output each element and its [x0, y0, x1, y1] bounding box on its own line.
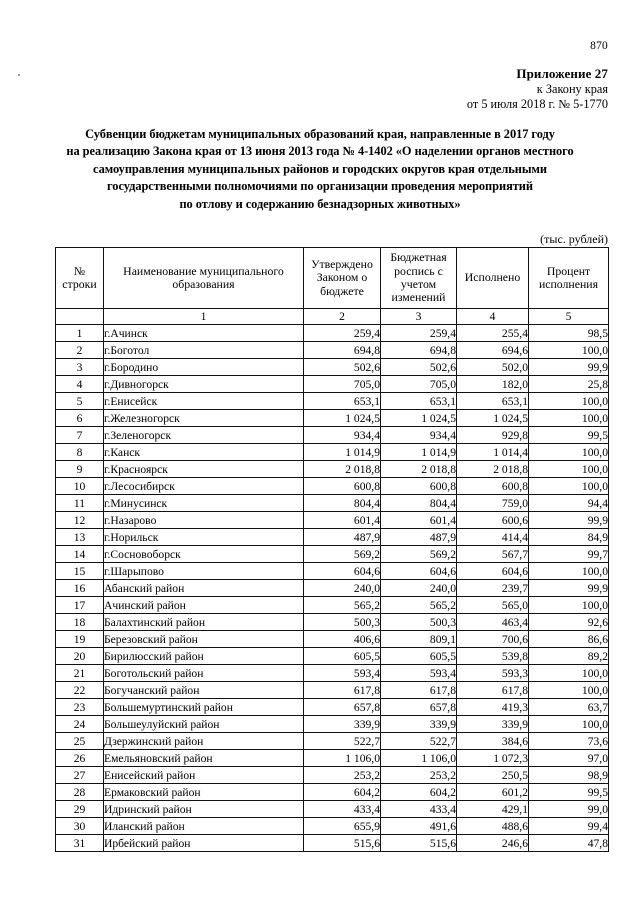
cell-municipality-name: г.Ачинск [104, 325, 304, 342]
cell-approved-amount: 259,4 [304, 325, 381, 342]
cell-percent-executed: 92,6 [529, 614, 609, 631]
cell-percent-executed: 94,4 [529, 495, 609, 512]
cell-revised-amount: 605,5 [381, 648, 457, 665]
cell-executed-amount: 339,9 [457, 716, 529, 733]
title-line-2: на реализацию Закона края от 13 июня 2013 года № 4-1402 «О наделении органов местного [66, 144, 574, 159]
cell-percent-executed: 47,8 [529, 835, 609, 852]
col-header-percent-l2: исполнения [538, 277, 599, 291]
cell-executed-amount: 565,0 [457, 597, 529, 614]
cell-percent-executed: 89,2 [529, 648, 609, 665]
cell-approved-amount: 2 018,8 [304, 461, 381, 478]
cell-municipality-name: г.Красноярск [104, 461, 304, 478]
cell-approved-amount: 522,7 [304, 733, 381, 750]
cell-municipality-name: Балахтинский район [104, 614, 304, 631]
col-header-revised-l3: учетом [400, 277, 437, 291]
cell-executed-amount: 488,6 [457, 818, 529, 835]
appendix-title: Приложение 27 [516, 66, 608, 81]
table-row [56, 631, 609, 648]
cell-row-number: 12 [56, 512, 104, 529]
cell-municipality-name: г.Шарыпово [104, 563, 304, 580]
cell-revised-amount: 653,1 [381, 393, 457, 410]
cell-municipality-name: г.Норильск [104, 529, 304, 546]
cell-row-number: 20 [56, 648, 104, 665]
cell-row-number: 2 [56, 342, 104, 359]
cell-executed-amount: 617,8 [457, 682, 529, 699]
cell-municipality-name: г.Зеленогорск [104, 427, 304, 444]
cell-revised-amount: 487,9 [381, 529, 457, 546]
table-row [56, 546, 609, 563]
cell-municipality-name: г.Лесосибирск [104, 478, 304, 495]
cell-row-number: 28 [56, 784, 104, 801]
cell-revised-amount: 601,4 [381, 512, 457, 529]
cell-approved-amount: 1 014,9 [304, 444, 381, 461]
cell-row-number: 31 [56, 835, 104, 852]
cell-approved-amount: 617,8 [304, 682, 381, 699]
cell-municipality-name: Иланский район [104, 818, 304, 835]
cell-approved-amount: 804,4 [304, 495, 381, 512]
cell-municipality-name: г.Енисейск [104, 393, 304, 410]
cell-municipality-name: Абанский район [104, 580, 304, 597]
cell-municipality-name: Богучанский район [104, 682, 304, 699]
table-row [56, 767, 609, 784]
cell-approved-amount: 500,3 [304, 614, 381, 631]
cell-row-number: 19 [56, 631, 104, 648]
cell-revised-amount: 604,6 [381, 563, 457, 580]
title-line-4: государственными полномочиями по организации проведения мероприятий [107, 179, 533, 194]
cell-percent-executed: 99,9 [529, 359, 609, 376]
cell-municipality-name: г.Боготол [104, 342, 304, 359]
cell-approved-amount: 600,8 [304, 478, 381, 495]
table-row [56, 699, 609, 716]
subventions-table-container [55, 247, 608, 852]
cell-approved-amount: 601,4 [304, 512, 381, 529]
cell-approved-amount: 487,9 [304, 529, 381, 546]
cell-approved-amount: 433,4 [304, 801, 381, 818]
cell-row-number: 27 [56, 767, 104, 784]
table-header [56, 248, 609, 325]
cell-percent-executed: 63,7 [529, 699, 609, 716]
col-header-approved-l3: бюджете [320, 283, 364, 298]
cell-executed-amount: 604,6 [457, 563, 529, 580]
table-row [56, 427, 609, 444]
cell-approved-amount: 515,6 [304, 835, 381, 852]
cell-approved-amount: 1 106,0 [304, 750, 381, 767]
cell-percent-executed: 100,0 [529, 682, 609, 699]
cell-revised-amount: 259,4 [381, 325, 457, 342]
table-row [56, 648, 609, 665]
col-header-municipality-l1: Наименование муниципального [123, 263, 284, 278]
table-row [56, 495, 609, 512]
cell-row-number: 16 [56, 580, 104, 597]
table-row [56, 835, 609, 852]
cell-row-number: 14 [56, 546, 104, 563]
cell-executed-amount: 601,2 [457, 784, 529, 801]
cell-row-number: 23 [56, 699, 104, 716]
cell-revised-amount: 705,0 [381, 376, 457, 393]
cell-percent-executed: 99,5 [529, 427, 609, 444]
cell-municipality-name: Боготольский район [104, 665, 304, 682]
cell-approved-amount: 604,6 [304, 563, 381, 580]
cell-municipality-name: Идринский район [104, 801, 304, 818]
cell-executed-amount: 1 014,4 [457, 444, 529, 461]
cell-percent-executed: 100,0 [529, 597, 609, 614]
column-number-4: 4 [457, 309, 529, 325]
cell-percent-executed: 98,5 [529, 325, 609, 342]
col-header-row-number [56, 248, 104, 309]
cell-approved-amount: 604,2 [304, 784, 381, 801]
cell-row-number: 15 [56, 563, 104, 580]
cell-approved-amount: 694,8 [304, 342, 381, 359]
cell-row-number: 17 [56, 597, 104, 614]
cell-executed-amount: 246,6 [457, 835, 529, 852]
cell-municipality-name: Ачинский район [104, 597, 304, 614]
col-header-municipality [104, 248, 304, 309]
column-number-1: 1 [104, 309, 304, 325]
cell-municipality-name: Ирбейский район [104, 835, 304, 852]
cell-executed-amount: 700,6 [457, 631, 529, 648]
col-header-row-number-l1: № [73, 263, 86, 278]
cell-percent-executed: 99,9 [529, 512, 609, 529]
cell-executed-amount: 1 024,5 [457, 410, 529, 427]
cell-percent-executed: 84,9 [529, 529, 609, 546]
table-body [56, 325, 609, 852]
cell-approved-amount: 705,0 [304, 376, 381, 393]
appendix-date-line: от 5 июля 2018 г. № 5-1770 [466, 97, 608, 111]
cell-executed-amount: 600,8 [457, 478, 529, 495]
cell-row-number: 8 [56, 444, 104, 461]
table-row [56, 444, 609, 461]
cell-row-number: 9 [56, 461, 104, 478]
title-line-3: самоуправления муниципальных районов и городских округов края отдельными [93, 161, 547, 176]
col-header-revised-l2: роспись с [394, 263, 443, 278]
cell-approved-amount: 593,4 [304, 665, 381, 682]
cell-executed-amount: 463,4 [457, 614, 529, 631]
col-header-approved-l2: Законом о [316, 270, 368, 285]
col-header-approved [304, 248, 381, 309]
table-row [56, 529, 609, 546]
document-title [40, 126, 600, 213]
table-row [56, 716, 609, 733]
table-header-row [56, 248, 609, 309]
cell-municipality-name: Дзержинский район [104, 733, 304, 750]
table-row [56, 665, 609, 682]
cell-executed-amount: 600,6 [457, 512, 529, 529]
table-row [56, 512, 609, 529]
table-row [56, 733, 609, 750]
title-line-1: Субвенции бюджетам муниципальных образований края, направленные в 2017 году [85, 127, 555, 141]
cell-approved-amount: 605,5 [304, 648, 381, 665]
cell-executed-amount: 929,8 [457, 427, 529, 444]
cell-municipality-name: Ермаковский район [104, 784, 304, 801]
cell-executed-amount: 419,3 [457, 699, 529, 716]
cell-row-number: 5 [56, 393, 104, 410]
table-row [56, 461, 609, 478]
cell-executed-amount: 694,6 [457, 342, 529, 359]
cell-municipality-name: г.Дивногорск [104, 376, 304, 393]
cell-approved-amount: 339,9 [304, 716, 381, 733]
cell-approved-amount: 406,6 [304, 631, 381, 648]
table-row [56, 682, 609, 699]
cell-percent-executed: 100,0 [529, 342, 609, 359]
cell-row-number: 11 [56, 495, 104, 512]
table-row [56, 818, 609, 835]
page-number: 870 [590, 40, 608, 52]
cell-percent-executed: 99,9 [529, 580, 609, 597]
title-line-5: по отлову и содержанию безнадзорных животных» [179, 196, 461, 211]
cell-percent-executed: 86,6 [529, 631, 609, 648]
cell-row-number: 7 [56, 427, 104, 444]
cell-executed-amount: 384,6 [457, 733, 529, 750]
cell-percent-executed: 98,9 [529, 767, 609, 784]
cell-percent-executed: 100,0 [529, 461, 609, 478]
cell-approved-amount: 565,2 [304, 597, 381, 614]
cell-revised-amount: 657,8 [381, 699, 457, 716]
cell-revised-amount: 804,4 [381, 495, 457, 512]
cell-percent-executed: 25,8 [529, 376, 609, 393]
col-header-executed-l1: Исполнено [464, 270, 521, 285]
table-row [56, 580, 609, 597]
col-header-approved-l1: Утверждено [311, 256, 373, 271]
cell-executed-amount: 239,7 [457, 580, 529, 597]
table-row [56, 614, 609, 631]
cell-revised-amount: 1 024,5 [381, 410, 457, 427]
cell-executed-amount: 2 018,8 [457, 461, 529, 478]
cell-approved-amount: 653,1 [304, 393, 381, 410]
col-header-municipality-l2: образования [172, 277, 235, 291]
col-header-revised [381, 248, 457, 309]
cell-percent-executed: 73,6 [529, 733, 609, 750]
table-row [56, 410, 609, 427]
cell-executed-amount: 653,1 [457, 393, 529, 410]
col-header-revised-l1: Бюджетная [390, 250, 447, 265]
table-row [56, 342, 609, 359]
cell-approved-amount: 657,8 [304, 699, 381, 716]
cell-revised-amount: 515,6 [381, 835, 457, 852]
cell-percent-executed: 99,4 [529, 818, 609, 835]
cell-percent-executed: 99,7 [529, 546, 609, 563]
col-header-row-number-l2: строки [62, 277, 97, 291]
table-row [56, 393, 609, 410]
cell-revised-amount: 339,9 [381, 716, 457, 733]
cell-municipality-name: Енисейский район [104, 767, 304, 784]
table-row [56, 801, 609, 818]
cell-municipality-name: г.Железногорск [104, 410, 304, 427]
cell-municipality-name: Емельяновский район [104, 750, 304, 767]
cell-municipality-name: г.Бородино [104, 359, 304, 376]
cell-row-number: 1 [56, 325, 104, 342]
cell-executed-amount: 567,7 [457, 546, 529, 563]
appendix-law-line: к Закону края [536, 81, 608, 96]
cell-row-number: 10 [56, 478, 104, 495]
cell-executed-amount: 593,3 [457, 665, 529, 682]
cell-row-number: 25 [56, 733, 104, 750]
cell-municipality-name: г.Канск [104, 444, 304, 461]
column-number-2: 2 [304, 309, 381, 325]
cell-executed-amount: 1 072,3 [457, 750, 529, 767]
cell-percent-executed: 100,0 [529, 410, 609, 427]
cell-row-number: 29 [56, 801, 104, 818]
cell-municipality-name: г.Минусинск [104, 495, 304, 512]
column-number-5: 5 [529, 309, 609, 325]
cell-executed-amount: 255,4 [457, 325, 529, 342]
cell-row-number: 24 [56, 716, 104, 733]
units-caption: (тыс. рублей) [540, 232, 608, 246]
cell-revised-amount: 604,2 [381, 784, 457, 801]
cell-row-number: 3 [56, 359, 104, 376]
cell-revised-amount: 809,1 [381, 631, 457, 648]
table-row [56, 750, 609, 767]
cell-executed-amount: 182,0 [457, 376, 529, 393]
cell-revised-amount: 617,8 [381, 682, 457, 699]
cell-executed-amount: 250,5 [457, 767, 529, 784]
cell-approved-amount: 502,6 [304, 359, 381, 376]
document-reference-block [0, 66, 608, 113]
cell-approved-amount: 1 024,5 [304, 410, 381, 427]
table-row [56, 376, 609, 393]
cell-row-number: 4 [56, 376, 104, 393]
cell-executed-amount: 759,0 [457, 495, 529, 512]
cell-revised-amount: 491,6 [381, 818, 457, 835]
cell-executed-amount: 539,8 [457, 648, 529, 665]
col-header-percent-l1: Процент [546, 263, 591, 278]
table-row [56, 597, 609, 614]
cell-approved-amount: 569,2 [304, 546, 381, 563]
subventions-table [55, 247, 609, 852]
cell-revised-amount: 694,8 [381, 342, 457, 359]
cell-revised-amount: 1 014,9 [381, 444, 457, 461]
cell-approved-amount: 934,4 [304, 427, 381, 444]
cell-percent-executed: 100,0 [529, 716, 609, 733]
cell-row-number: 21 [56, 665, 104, 682]
col-header-revised-l4: изменений [391, 290, 446, 305]
column-number-0 [56, 309, 104, 325]
column-number-row [56, 309, 609, 325]
cell-row-number: 13 [56, 529, 104, 546]
cell-approved-amount: 655,9 [304, 818, 381, 835]
cell-revised-amount: 593,4 [381, 665, 457, 682]
cell-executed-amount: 502,0 [457, 359, 529, 376]
cell-approved-amount: 240,0 [304, 580, 381, 597]
cell-executed-amount: 414,4 [457, 529, 529, 546]
cell-revised-amount: 565,2 [381, 597, 457, 614]
cell-percent-executed: 99,5 [529, 784, 609, 801]
cell-revised-amount: 240,0 [381, 580, 457, 597]
cell-municipality-name: Бирилюсский район [104, 648, 304, 665]
table-row [56, 784, 609, 801]
cell-revised-amount: 253,2 [381, 767, 457, 784]
cell-approved-amount: 253,2 [304, 767, 381, 784]
cell-percent-executed: 100,0 [529, 478, 609, 495]
table-row [56, 478, 609, 495]
column-number-3: 3 [381, 309, 457, 325]
table-row [56, 359, 609, 376]
cell-percent-executed: 97,0 [529, 750, 609, 767]
cell-revised-amount: 522,7 [381, 733, 457, 750]
cell-row-number: 22 [56, 682, 104, 699]
cell-revised-amount: 569,2 [381, 546, 457, 563]
col-header-executed [457, 248, 529, 309]
cell-percent-executed: 99,0 [529, 801, 609, 818]
cell-percent-executed: 100,0 [529, 393, 609, 410]
cell-municipality-name: Большеулуйский район [104, 716, 304, 733]
cell-revised-amount: 934,4 [381, 427, 457, 444]
cell-revised-amount: 600,8 [381, 478, 457, 495]
cell-revised-amount: 1 106,0 [381, 750, 457, 767]
cell-row-number: 30 [56, 818, 104, 835]
cell-revised-amount: 2 018,8 [381, 461, 457, 478]
cell-row-number: 26 [56, 750, 104, 767]
cell-row-number: 6 [56, 410, 104, 427]
col-header-percent [529, 248, 609, 309]
cell-municipality-name: Березовский район [104, 631, 304, 648]
cell-percent-executed: 100,0 [529, 563, 609, 580]
cell-revised-amount: 500,3 [381, 614, 457, 631]
cell-row-number: 18 [56, 614, 104, 631]
cell-municipality-name: Большемуртинский район [104, 699, 304, 716]
cell-revised-amount: 433,4 [381, 801, 457, 818]
table-row [56, 325, 609, 342]
cell-municipality-name: г.Сосновоборск [104, 546, 304, 563]
cell-percent-executed: 100,0 [529, 444, 609, 461]
cell-municipality-name: г.Назарово [104, 512, 304, 529]
cell-executed-amount: 429,1 [457, 801, 529, 818]
table-row [56, 563, 609, 580]
cell-percent-executed: 100,0 [529, 665, 609, 682]
cell-revised-amount: 502,6 [381, 359, 457, 376]
